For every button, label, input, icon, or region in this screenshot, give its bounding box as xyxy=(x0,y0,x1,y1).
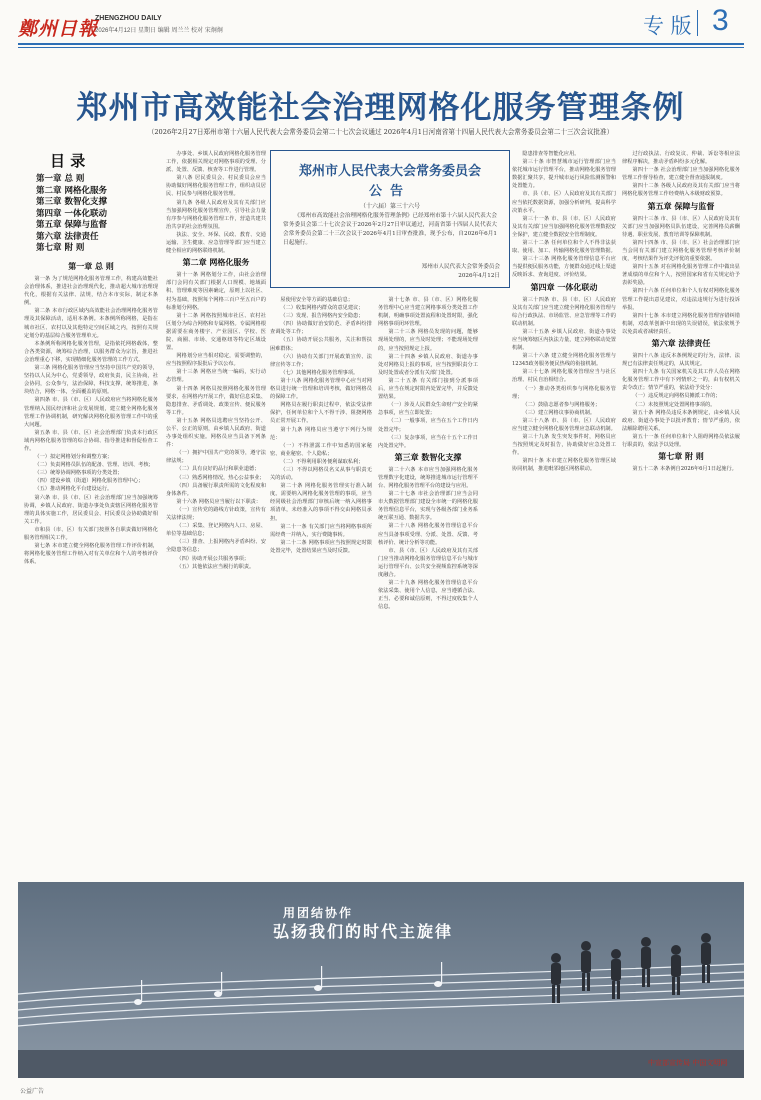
paragraph: 第二十二条 网格事项应当按照规定时限处置完毕，处置结果应当及时反馈。 xyxy=(270,539,372,554)
article-column-3 xyxy=(270,296,372,874)
chapter-heading: 第二章 网格化服务 xyxy=(182,258,250,268)
table-of-contents xyxy=(36,174,156,255)
paragraph: （五）协助开展公共服务，关注和帮扶困难群体； xyxy=(270,337,372,352)
paragraph: 第八条 居民委员会、村民委员会应当协助做好网格化服务管理工作，组织动员居民、村民参与网格化服务管理。 xyxy=(166,175,266,198)
paragraph: 办事处、乡镇人民政府网格化服务管理工作，依据相关规定对网格事项的受理、分派、处置、反馈、核查等工作进行管理。 xyxy=(166,151,266,174)
paper-english-name: ZHENGZHOU DAILY xyxy=(95,15,162,22)
chapter-heading: 第三章 数智化支撑 xyxy=(394,452,462,462)
paragraph: 第四十二条 各级人民政府及其有关部门应当将网格化服务管理工作经费纳入本级财政预算。 xyxy=(622,183,740,198)
paragraph: 网格员在履行职责过程中，依法受法律保护，任何单位和个人不得干涉、阻挠网格员正常开展工作。 xyxy=(270,402,372,425)
paragraph: （二）负责网格员队伍的配备、管理、培训、考核； xyxy=(34,462,154,469)
paragraph: 隐患排查等智能化应用。 xyxy=(522,151,580,157)
paragraph: 第九条 各级人民政府及其有关部门应当加强网格化服务管理宣传，引导社会力量有序参与网格化服务管理工作，营造共建共治共享的社会治理氛围。 xyxy=(166,199,266,230)
paragraph: 第一条 为了规范网格化服务管理工作，构建高效能社会治理体系，推进社会治理现代化，推动超大城市治理现代化，根据有关法律、法规，结合本市实际，制定本条例。 xyxy=(24,276,158,307)
paragraph: 第四十一条 社会治理部门应当加强网格化服务管理工作督导检查，建立健全督查通报制度。 xyxy=(622,167,740,182)
announcement-heading: 公告 xyxy=(368,184,411,199)
paragraph: 第十二条 网格按照城市社区、农村社区划分为综合网格和专属网格。专属网格根据需要在商务楼宇、产业园区、学校、医院、商圈、市场、交通枢纽等特定区域设置。 xyxy=(166,312,266,352)
paragraph: 第四十六条 任何单位和个人有权对网格化服务管理工作提出意见建议，对违法违规行为进行投诉举报。 xyxy=(622,288,740,311)
paragraph: （一）拟定网格划分和调整方案； xyxy=(34,454,113,461)
newspaper-logo: 鄭州日報 xyxy=(18,18,99,40)
paragraph: （二）不得利用职务便利谋取私利； xyxy=(280,458,364,465)
announcement-number: （十六届）第三十六号 xyxy=(359,203,420,210)
paragraph: （三）不得以网格员名义从事与职责无关的活动。 xyxy=(270,466,372,482)
announcement-date: 2026年4月12日 xyxy=(458,273,500,279)
paragraph: 执法、安全、环保、民政、教育、交通运输、卫生健康、应急管理等部门应当建立健全相应的网格联络机制。 xyxy=(166,231,266,255)
paragraph: 第三十五条 乡镇人民政府、街道办事处应当统筹辖区内执法力量，建立网格联动处置机制。 xyxy=(512,328,616,352)
announcement-signer: 郑州市人民代表大会常务委员会 xyxy=(421,264,500,270)
paragraph: 第四十四条 市、县（市、区）社会治理部门应当会同有关部门建立网格化服务管理考核评价制度，考核结果作为评先评优的重要依据。 xyxy=(622,239,740,263)
paragraph: （一）拥护中国共产党的领导，遵守法律法规； xyxy=(166,450,266,465)
chapter-heading: 第六章 法律责任 xyxy=(651,338,711,348)
paragraph: 市、县（市、区）人民政府及其有关部门应当依托数据资源，加强分析研判，提高科学决策水平。 xyxy=(512,191,616,214)
paragraph: 网格划分应当相对稳定，需要调整的，应当按照程序报批后予以公布。 xyxy=(166,353,266,368)
page-number: 3 xyxy=(712,4,729,37)
ad-slogan-line-2: 弘扬我们的时代主旋律 xyxy=(273,922,454,941)
paragraph: 第二十四条 乡镇人民政府、街道办事处对网格员上报的事项，应当按照职责分工及时处置或者分派有关部门处置。 xyxy=(378,353,478,376)
ad-credit: 中宣部宣传局 中国文明网 xyxy=(648,1059,728,1067)
page-tag-divider xyxy=(697,10,698,36)
paragraph: 第六条 市、县（市、区）社会治理部门应当加强统筹协调，乡镇人民政府、街道办事处负责辖区网格化服务管理的具体实施工作，居民委员会、村民委员会协助做好相关工作。 xyxy=(24,494,158,525)
paragraph: 第四十八条 违反本条例规定的行为，法律、法规已有法律责任规定的，从其规定。 xyxy=(622,352,740,368)
paragraph: （二）鼓励志愿者参与网格服务； xyxy=(522,401,601,408)
paragraph: （一）违反规定向网格员摊派工作的； xyxy=(632,393,721,400)
toc-item: 第六章 法律责任 xyxy=(36,231,99,242)
toc-item: 第二章 网格化服务 xyxy=(36,185,107,196)
public-service-ad-banner xyxy=(18,882,744,1078)
paragraph: 第十六条 网格员应当履行以下职责： xyxy=(176,498,262,505)
paragraph: （二）收集网格内群众的意见建议； xyxy=(280,305,364,312)
article-column-2 xyxy=(166,150,266,874)
paragraph: 市和县（市、区）有关部门按照各自职责做好网格化服务管理相关工作。 xyxy=(24,526,158,541)
paragraph: 第三十六条 建立健全网格化服务管理与12345政务服务便民热线的衔接机制。 xyxy=(512,353,616,368)
paragraph: 第十四条 网格员按照网格化服务管理要求，在网格内开展工作，做好信息采集、隐患排查、矛盾调处、政策宣传、便民服务等工作。 xyxy=(166,385,266,416)
paragraph: （三）熟悉网格情况，热心公益事业； xyxy=(176,474,265,481)
chapter-heading: 第一章 总 则 xyxy=(68,262,114,271)
article-column-1 xyxy=(24,262,158,874)
paragraph: （七）其他网格化服务管理事项。 xyxy=(280,369,359,376)
paragraph: 第五十二条 本条例自2026年6月1日起施行。 xyxy=(632,466,737,473)
paragraph: 第十九条 网格员应当遵守下列行为规范： xyxy=(270,426,372,441)
toc-item: 第一章 总 则 xyxy=(36,174,85,184)
masthead-rule-thin xyxy=(18,47,744,48)
toc-title: 目 录 xyxy=(50,152,86,170)
paragraph: 屋使用安全等方面的基础信息； xyxy=(280,297,354,303)
paragraph: （三）复杂事项，应当在十五个工作日内处置完毕。 xyxy=(378,434,478,449)
paragraph: （四）具备履行职责所需的文化程度和身体条件。 xyxy=(166,482,266,497)
paragraph: 第三十七条 网格化服务管理应当与社区治理、村民自治相结合。 xyxy=(512,369,616,384)
paragraph: 第五条 市、县（市、区）社会治理部门负责本行政区域内网格化服务管理的综合协调、指导推进和督促检查工作。 xyxy=(24,429,158,452)
paragraph: （三）统筹协调网格事项的分类处置； xyxy=(34,470,123,477)
paragraph: 第二十条 网格化服务管理实行准入制度。需要纳入网格化服务管理的事项，应当经同级社会治理部门审核后统一纳入网格事项清单，未经准入的事项不得交由网格员承担。 xyxy=(270,483,372,522)
paragraph: （二）具有良好的品行和职业道德； xyxy=(176,466,260,473)
paragraph: （二）采集、登记网格内人口、房屋、单位等基础信息； xyxy=(166,523,266,538)
paragraph: 第二十八条 网格化服务管理信息平台应当具备事项受理、分派、处置、反馈、考核评价、统计分析等功能。 xyxy=(378,523,478,546)
paragraph: （一）宣传党的路线方针政策，宣传有关法律法规； xyxy=(166,506,266,522)
paragraph: 第三条 网格化服务管理应当坚持中国共产党的领导，坚持以人民为中心，党委领导，政府负责，民主协商，社会协同，公众参与，法治保障，科技支撑，统筹推进，条块结合，网格一体，全面覆盖的原则。 xyxy=(24,365,158,396)
paragraph: （一）涉及人民群众生命财产安全的紧急事项，应当立即处置； xyxy=(378,402,478,417)
paragraph: 第二十九条 网格化服务管理信息平台依法采集、使用个人信息，应当遵循合法、正当、必要和诚信原则，不得过度收集个人信息。 xyxy=(378,580,478,611)
paragraph: 第五十一条 任何单位和个人阻碍网格员依法履行职责的，依法予以处理。 xyxy=(622,433,740,448)
paragraph: （一）不得泄露工作中知悉的国家秘密、商业秘密、个人隐私； xyxy=(270,442,372,457)
paragraph: 第三十三条 网格化服务管理信息平台应当提供便民服务功能，方便群众通过线上渠道反映诉求、查询进度、评价结果。 xyxy=(512,256,616,279)
article-column-4 xyxy=(378,296,478,874)
announcement-issuer: 郑州市人民代表大会常务委员会 xyxy=(298,164,481,179)
footer-label: 公益广告 xyxy=(20,1088,45,1095)
paragraph: 第二十五条 有关部门接到分派事项后，应当在规定时限内处置完毕，并反馈处置结果。 xyxy=(378,377,478,401)
toc-item: 第三章 数智化支撑 xyxy=(36,197,107,207)
paragraph: （四）建设乡镇（街道）网格化服务管理中心； xyxy=(34,478,144,485)
paragraph: 第四十九条 有关国家机关及其工作人员在网格化服务管理工作中有下列情形之一的，由有权机关责令改正；情节严重的，依法给予处分： xyxy=(622,369,740,392)
announcement-signature xyxy=(380,263,500,281)
chapter-heading: 第五章 保障与监督 xyxy=(647,201,715,211)
paragraph: 本条例所称网格化服务管理，是指依托网格载体，整合各类资源，统筹综合治理，以服务群众为宗旨，推进社会治理重心下移，实现精细化服务管理的工作方式。 xyxy=(24,340,158,363)
paragraph: 第五十条 网格员违反本条例规定，由乡镇人民政府、街道办事处予以批评教育；情节严重的，依法解除聘用关系。 xyxy=(622,409,740,432)
paragraph: 第三十九条 发生突发事件时，网格员应当按照规定及时报告，协助做好应急处置工作。 xyxy=(512,434,616,457)
paragraph: （二）未按照规定处置网格事项的。 xyxy=(632,401,716,408)
paragraph: 第二十七条 市社会治理部门应当会同市大数据管理部门建设全市统一的网格化服务管理信息平台，实现与各级各部门业务系统互联互通、数据共享。 xyxy=(378,491,478,522)
page-title: 郑州市高效能社会治理网格化服务管理条例 xyxy=(76,90,685,126)
paragraph: 第四十三条 市、县（市、区）人民政府及其有关部门应当加强网格员队伍建设，完善网格员薪酬待遇、职业发展、教育培训等保障机制。 xyxy=(622,215,740,238)
chapter-heading: 第四章 一体化联动 xyxy=(530,282,598,292)
toc-item: 第四章 一体化联动 xyxy=(36,208,107,219)
paragraph: 第十七条 市、县（市、区）网格化服务管理中心应当建立网格事项分类处置工作机制，明确事项处置流程和处置时限，强化网格事项闭环管理。 xyxy=(378,297,478,328)
paragraph: 第四十七条 本市建立网格化服务管理容错纠错机制，对改革创新中出现的失误错误，依法依规予以免责或者减轻责任。 xyxy=(622,312,740,335)
paragraph: 第二十六条 本市应当加强网格化服务管理数字化建设，统筹推进城市运行管理平台、网格化服务管理平台的建设与应用。 xyxy=(378,466,478,489)
article-column-6 xyxy=(622,150,740,874)
banner-ground xyxy=(18,1050,744,1078)
paragraph: 第十五条 网格员选聘应当坚持公开、公平、公正的原则，由乡镇人民政府、街道办事处组织实施。网格员应当具备下列条件： xyxy=(166,417,266,449)
paragraph: 第四十五条 对在网格化服务管理工作中做出显著成绩的单位和个人，按照国家和省有关规定给予表彰奖励。 xyxy=(622,264,740,287)
paragraph: 市、县（市、区）人民政府及其有关部门应当推动网格化服务管理信息平台与城市运行管理平台、公共安全视频监控系统等深度融合。 xyxy=(378,547,478,578)
paragraph: 第三十四条 市、县（市、区）人民政府及其有关部门应当建立健全网格化服务管理与综合行政执法、市场监管、应急管理等工作的联动机制。 xyxy=(512,296,616,327)
article-column-5 xyxy=(512,150,616,874)
paragraph: 第二十三条 网格员发现的问题，能够现场处理的，应当及时处理；不能现场处理的，应当按照规定上报。 xyxy=(378,329,478,352)
ad-slogan-line-1: 用团结协作 xyxy=(283,906,354,920)
paragraph: 第三十八条 市、县（市、区）人民政府应当建立健全网格化服务管理应急联动机制。 xyxy=(512,417,616,432)
paragraph: （六）协助有关部门开展政策宣传、法律宣传等工作； xyxy=(270,353,372,368)
page-section-tag: 专 版 xyxy=(643,14,692,38)
paragraph: 第十一条 网格划分工作，由社会治理部门会同有关部门根据人口规模、地域面积、管理难度等因素确定，原则上以社区、村为基础，按照每个网格三百户至五百户的标准划分网格。 xyxy=(166,272,266,311)
paragraph: （四）协助开展公共服务事项； xyxy=(176,555,250,562)
toc-item: 第五章 保障与监督 xyxy=(36,220,107,230)
paragraph: 第二十一条 有关部门应当将网格事项所需经费一并纳入，实行费随事转。 xyxy=(270,523,372,538)
paragraph: （五）推动网格化平台建设运行。 xyxy=(34,486,113,493)
paragraph: （四）协助做好治安防范、矛盾纠纷排查调处等工作； xyxy=(270,321,372,336)
adoption-note: （2026年2月27日郑州市第十六届人民代表大会常务委员会第二十七次会议通过 2026年4月1日河南省第十四届人民代表大会常务委员会第二十三次会议批准） xyxy=(147,128,614,136)
paragraph: 第三十二条 任何单位和个人不得非法获取、使用、加工、传输网格化服务管理数据。 xyxy=(512,240,616,255)
paragraph: （二）一般事项，应当在五个工作日内处置完毕； xyxy=(378,418,478,433)
paragraph: （三）排查、上报网格内矛盾纠纷、安全隐患等信息； xyxy=(166,539,266,554)
paragraph: 第二条 本市行政区域内高效能社会治理网格化服务管理及其保障活动，适用本条例。本条例所称网格，是指在城市社区、农村以及其他特定空间区域之内，按照有关规定划分的基层综合服务管理单元。 xyxy=(24,308,158,339)
announcement-body: 《郑州市高效能社会治理网格化服务管理条例》已经郑州市第十六届人民代表大会常务委员会第二十七次会议于2026年2月27日审议通过，河南省第十四届人民代表大会常务委员会第二十三次会议于2026年4月1日审查批准，现予公布，自2026年6月1日起施行。 xyxy=(283,213,497,246)
paragraph: 第四条 市、县（市、区）人民政府应当将网格化服务管理纳入国民经济和社会发展规划，建立健全网格化服务管理工作协调机制，研究解决网格化服务管理工作中的重大问题。 xyxy=(24,397,158,428)
paragraph: 第三十一条 市、县（市、区）人民政府及其有关部门应当加强网格化服务管理数据安全保护，建立健全数据安全管理制度。 xyxy=(512,215,616,238)
paragraph: 第四十条 本市建立网格化服务管理区域协同机制，推进毗邻地区网格联动。 xyxy=(512,458,616,473)
paragraph: （一）推动各类组织参与网格化服务管理； xyxy=(512,385,616,400)
paragraph: 第七条 本市建立健全网格化服务管理工作评价机制，将网格化服务管理工作纳入对有关单位和个人的考核评价体系。 xyxy=(24,543,158,566)
paragraph: 过行政执法、行政复议、仲裁、诉讼等相应法律程序解决，推动矛盾纠纷多元化解。 xyxy=(622,151,740,166)
toc-item: 第七章 附 则 xyxy=(36,243,85,253)
masthead-rule xyxy=(18,43,744,45)
issue-date-line: 2026年4月12日 星期日 编辑 周兰兰 校对 宋炯炯 xyxy=(95,28,223,34)
paragraph: （三）建立网格议事协商机制。 xyxy=(522,409,596,416)
paragraph: 第十八条 网格化服务管理中心应当对网格员进行统一管理和培训考核，做好网格员的保障工作。 xyxy=(270,377,372,401)
paragraph: 第三十条 市智慧城市运行管理部门应当依托城市运行管理平台，推动网格化服务管理数据汇聚共享，提升城市运行风险监测预警和处置能力。 xyxy=(512,159,616,190)
paragraph: 第十三条 网格应当统一编码，实行动态管理。 xyxy=(166,369,266,384)
paragraph: （五）其他依法应当履行的职责。 xyxy=(176,563,255,570)
chapter-heading: 第七章 附 则 xyxy=(658,452,704,462)
paragraph: （三）发现、报告网格内安全隐患； xyxy=(280,313,364,320)
